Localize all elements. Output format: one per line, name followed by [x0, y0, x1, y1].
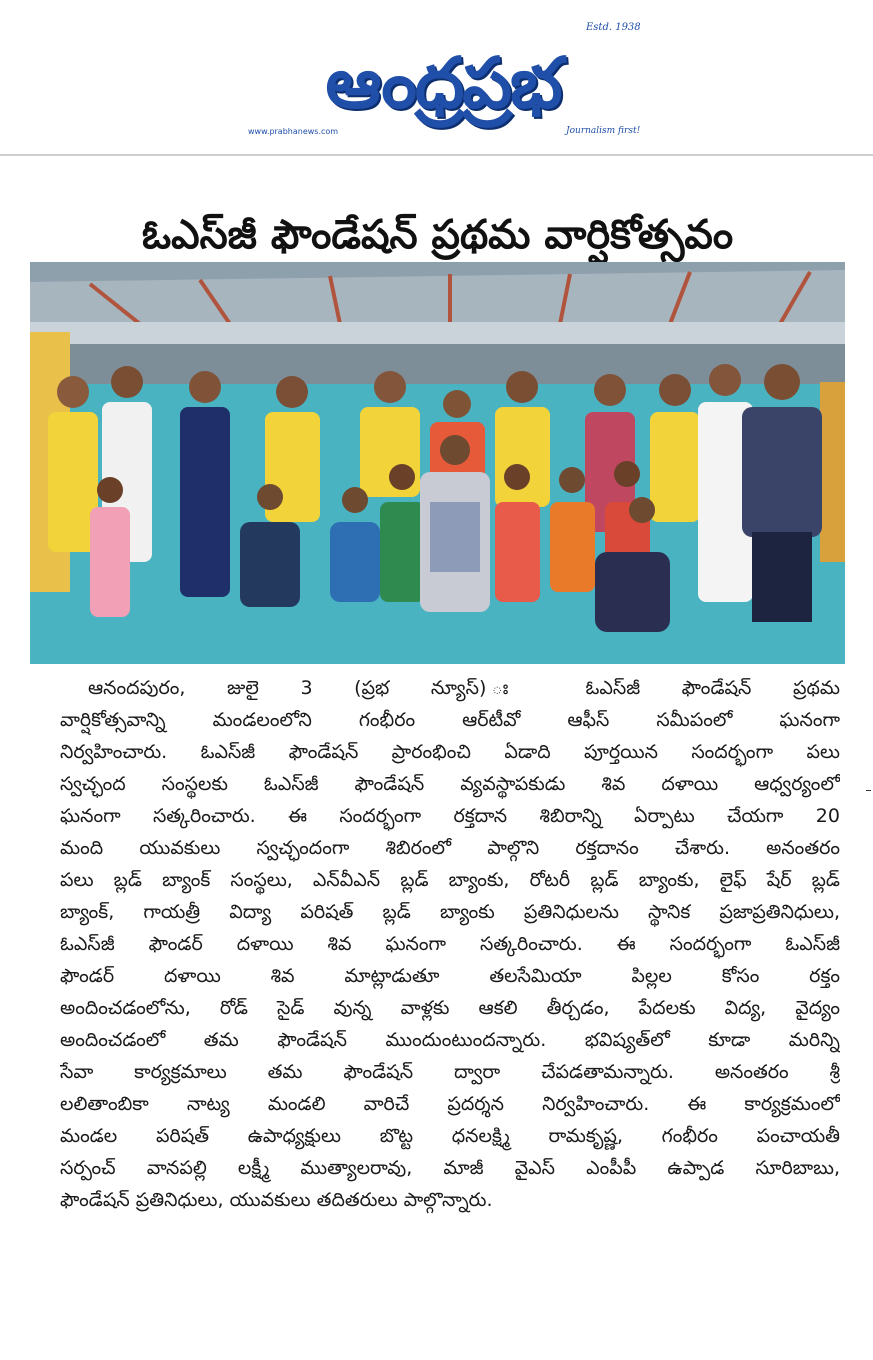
article-line: సేవా కార్యక్రమాలు తమ ఫౌండేషన్ ద్వారా చేపడతామన్నారు. అనంతరం శ్రీ: [60, 1061, 840, 1083]
margin-mark: [866, 790, 871, 791]
masthead-divider: [0, 154, 873, 156]
article-line: పలు బ్లడ్ బ్యాంక్ సంస్థలు, ఎన్‌వీఎన్ బ్లడ్ బ్యాంకు, రోటరీ బ్లడ్ బ్యాంకు, లైఫ్ షేర్ బ్లడ్: [60, 869, 840, 891]
article-photo: [30, 262, 845, 664]
established-year: Estd. 1938: [586, 22, 641, 33]
article-line: బ్యాంక్, గాయత్రీ విద్యా పరిషత్ బ్లడ్ బ్యాంకు ప్రతినిధులను స్థానిక ప్రజాప్రతినిధులు,: [60, 901, 840, 923]
article-line: మంది యువకులు స్వచ్ఛందంగా శిబిరంలో పాల్గొని రక్తదానం చేశారు. అనంతరం: [60, 837, 840, 859]
article-line: ఘనంగా సత్కరించారు. ఈ సందర్భంగా రక్తదాన శిబిరాన్ని ఏర్పాటు చేయగా 20: [60, 805, 840, 827]
article-line: సర్పంచ్ వానపల్లి లక్ష్మీ ముత్యాలరావు, మాజీ వైఎస్ ఎంపీపీ ఉప్పాడ సూరిబాబు,: [60, 1157, 840, 1179]
masthead: [0, 0, 873, 152]
article-line: ఆనందపురం, జులై 3 (ప్రభ న్యూస్) ః ఓఎస్‌జీ ఫౌండేషన్ ప్రథమ: [88, 677, 840, 699]
article-line: నిర్వహించారు. ఓఎస్‌జీ ఫౌండేషన్ ప్రారంభించి ఏడాది పూర్తయిన సందర్భంగా పలు: [60, 741, 840, 763]
article-line: ఓఎస్‌జీ ఫౌండర్ దళాయి శివ ఘనంగా సత్కరించారు. ఈ సందర్భంగా ఓఎస్‌జీ: [60, 933, 840, 955]
site-url[interactable]: www.prabhanews.com: [248, 127, 339, 136]
group-photo-illustration: [30, 262, 845, 664]
tagline: Journalism first!: [566, 126, 641, 136]
article-line: ఫౌండర్ దళాయి శివ మాట్లాడుతూ తలసేమియా పిల్లల కోసం రక్తం: [60, 965, 840, 987]
article-line: స్వచ్ఛంద సంస్థలకు ఓఎస్‌జీ ఫౌండేషన్ వ్యవస్థాపకుడు శివ దళాయి ఆధ్వర్యంలో: [60, 773, 840, 795]
article-line: అందించడంలోను, రోడ్ సైడ్ వున్న వాళ్లకు ఆకలి తీర్చడం, పేదలకు విద్య, వైద్యం: [60, 997, 840, 1019]
newspaper-logo[interactable]: ఆంధ్రప్రభ: [325, 42, 561, 124]
article-line: లలితాంబికా నాట్య మండలి వారిచే ప్రదర్శన నిర్వహించారు. ఈ కార్యక్రమంలో: [60, 1093, 840, 1115]
article-body: [60, 672, 840, 1216]
article-line: మండల పరిషత్ ఉపాధ్యక్షులు బొట్ట ధనలక్ష్మి రామకృష్ణ, గంభీరం పంచాయతీ: [60, 1125, 840, 1147]
article-line: అందించడంలో తమ ఫౌండేషన్ ముందుంటుందన్నారు. భవిష్యత్‌లో కూడా మరిన్ని: [60, 1029, 840, 1051]
article-line: వార్షికోత్సవాన్ని మండలంలోని గంభీరం ఆర్‌టీవో ఆఫీస్ సమీపంలో ఘనంగా: [60, 709, 840, 731]
article-line: ఫౌండేషన్ ప్రతినిధులు, యువకులు తదితరులు పాల్గొన్నారు.: [60, 1189, 493, 1211]
article-headline: ఓఎస్‌జీ ఫౌండేషన్ ప్రథమ వార్షికోత్సవం: [141, 211, 734, 258]
